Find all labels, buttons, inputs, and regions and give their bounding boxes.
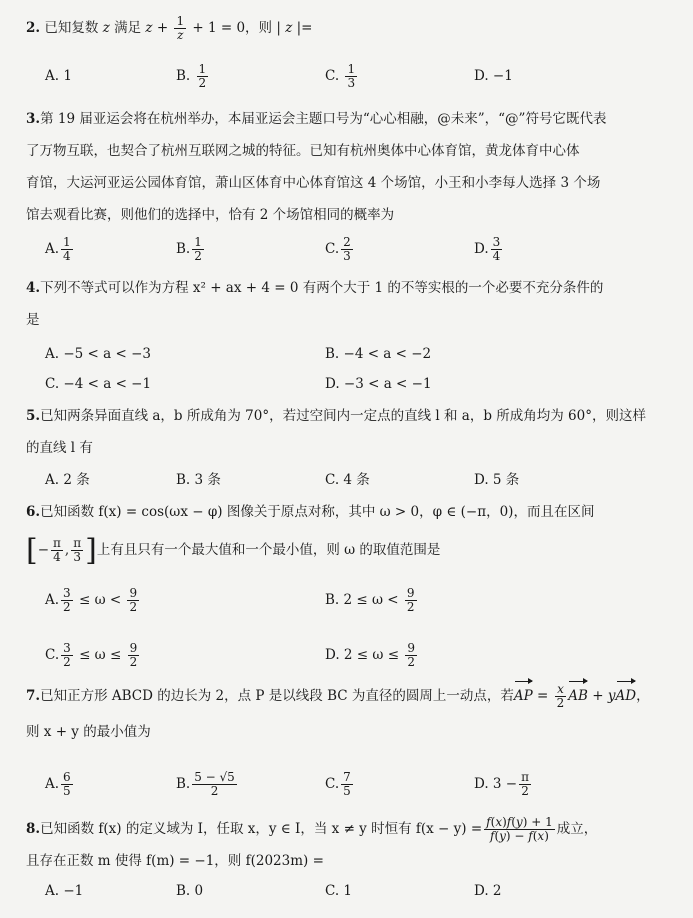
option-a[interactable]: A. 1 (45, 68, 72, 84)
fraction-1-over-z: $\frac{1}{z}$ (176, 14, 185, 42)
stem-text: 已知函数 f(x) 的定义域为 I，任取 x，y ∈ I，当 x ≠ y 时恒有 f(x − y) = (40, 821, 483, 837)
option-b[interactable]: B. −4 < a < −2 (325, 346, 432, 362)
question-7-stem-line-2 (26, 716, 676, 748)
question-6-options-row-2 (26, 639, 676, 671)
option-a[interactable]: A. $\frac{1}{4}$ (45, 235, 71, 263)
question-8-stem-line-2 (26, 845, 676, 877)
stem-line: 上有且只有一个最大值和一个最小值，则 ω 的取值范围是 (96, 542, 441, 558)
question-6-stem (26, 496, 676, 528)
question-5 (26, 400, 676, 488)
option-b[interactable]: B. $\frac{1}{2}$ (176, 62, 207, 90)
question-8 (26, 813, 676, 899)
stem-line: 了万物互联，也契合了杭州互联网之城的特征。已知有杭州奥体中心体育馆，黄龙体育中心体 (26, 143, 580, 159)
question-4-options-row-2 (26, 368, 676, 400)
stem-line: 已知函数 f(x) = cos(ωx − φ) 图像关于原点对称，其中 ω > 0，φ ∈ (−π，0)，而且在区间 (40, 504, 595, 520)
stem-line: 的直线 l 有 (26, 440, 93, 456)
question-number: 2. (26, 20, 41, 36)
stem-text: 已知正方形 ABCD 的边长为 2，点 P 是以线段 BC 为直径的圆周上一动点，若 (40, 688, 514, 704)
question-number: 7. (26, 688, 41, 704)
stem-text: 已知复数 (44, 20, 99, 36)
question-4 (26, 272, 676, 392)
question-8-options (26, 875, 676, 907)
stem-text: ，则 | (245, 20, 281, 36)
question-4-stem (26, 272, 676, 336)
option-c[interactable]: C. 4 条 (325, 472, 370, 488)
option-d[interactable]: D. 5 条 (474, 472, 520, 488)
option-c[interactable]: C. 1 (325, 883, 353, 899)
question-number: 3. (26, 111, 41, 127)
option-b[interactable]: B. 0 (176, 883, 204, 899)
question-2-stem: 2. 已知复数 z 满足 z + $\frac{1}{z}$ + 1 = 0，则 | z |= (26, 14, 313, 42)
option-c[interactable]: C. $\frac{1}{3}$ (325, 62, 356, 90)
option-d[interactable]: D. 2 ≤ ω ≤ $\frac{9}{2}$ (325, 641, 415, 669)
stem-line: 下列不等式可以作为方程 x² + ax + 4 = 0 有两个大于 1 的不等实根的一个必要不充分条件的 (40, 280, 604, 296)
stem-line: 且存在正数 m 使得 f(m) = −1，则 f(2023m) = (26, 853, 324, 869)
option-d[interactable]: D. 2 (474, 883, 502, 899)
question-7-stem: 7.已知正方形 ABCD 的边长为 2，点 P 是以线段 BC 为直径的圆周上一动点，若AP = $\frac{x}{2}$ AB + yAD， (26, 680, 676, 712)
option-b[interactable]: B. 2 ≤ ω < $\frac{9}{2}$ (325, 586, 415, 614)
question-2 (26, 12, 676, 90)
question-3-options (26, 233, 676, 265)
option-b[interactable]: B. $\frac{1}{2}$ (176, 235, 202, 263)
option-c[interactable]: C. $\frac{2}{3}$ (325, 235, 351, 263)
stem-line: 育馆，大运河亚运公园体育馆，萧山区体育中心体育馆这 4 个场馆，小王和小李每人选择 3 个场 (26, 175, 601, 191)
question-6-stem-line-2: [− $\frac{\pi}{4}$ , $\frac{\pi}{3}$ ]上有且只有一个最大值和一个最小值，则 ω 的取值范围是 (26, 532, 441, 568)
question-number: 4. (26, 280, 41, 296)
option-b[interactable]: B. $\frac{5 - √5}{2}$ (176, 770, 235, 798)
stem-line: 馆去观看比赛，则他们的选择中，恰有 2 个场馆相同的概率为 (26, 207, 395, 223)
question-2-options (26, 60, 676, 92)
option-c[interactable]: C. −4 < a < −1 (45, 376, 152, 392)
question-number: 6. (26, 504, 41, 520)
stem-line: 则 x + y 的最小值为 (26, 724, 151, 740)
question-8-stem: 8.已知函数 f(x) 的定义域为 I，任取 x，y ∈ I，当 x ≠ y 时恒有 f(x − y) = $\frac{f(x)f(y) + 1}{f(y) - f(x)}$ 成立， (26, 815, 598, 843)
stem-line: 第 19 届亚运会将在杭州举办，本届亚运会主题口号为“心心相融，@未来”，“@”符号它既代表 (40, 111, 607, 127)
option-a[interactable]: A. 2 条 (45, 472, 90, 488)
option-c[interactable]: C. $\frac{3}{2}$ ≤ ω ≤ $\frac{9}{2}$ (45, 641, 138, 669)
question-6-options-row-1 (26, 584, 676, 616)
option-d[interactable]: D. −3 < a < −1 (325, 376, 432, 392)
option-d[interactable]: D. 3 − $\frac{\pi}{2}$ (474, 770, 530, 798)
option-d[interactable]: D. $\frac{3}{4}$ (474, 235, 501, 263)
question-6 (26, 496, 676, 669)
stem-line: 已知两条异面直线 a，b 所成角为 70°，若过空间内一定点的直线 l 和 a，b 所成角均为 60°，则这样 (40, 408, 646, 424)
option-a[interactable]: A. −1 (45, 883, 84, 899)
question-4-options-row-1 (26, 338, 676, 370)
stem-text: 成立， (556, 821, 598, 837)
question-number: 8. (26, 821, 41, 837)
question-7 (26, 680, 676, 798)
option-a[interactable]: A. $\frac{6}{5}$ (45, 770, 71, 798)
question-number: 5. (26, 408, 41, 424)
option-b[interactable]: B. 3 条 (176, 472, 221, 488)
question-5-options (26, 464, 676, 496)
option-c[interactable]: C. $\frac{7}{5}$ (325, 770, 351, 798)
question-5-stem (26, 400, 676, 464)
question-3-stem (26, 103, 676, 231)
stem-text: |= (296, 20, 313, 36)
question-7-options (26, 768, 676, 800)
option-a[interactable]: A. $\frac{3}{2}$ ≤ ω < $\frac{9}{2}$ (45, 586, 138, 614)
option-a[interactable]: A. −5 < a < −3 (45, 346, 151, 362)
question-3 (26, 103, 676, 263)
stem-line: 是 (26, 312, 40, 328)
option-d[interactable]: D. −1 (474, 68, 513, 84)
stem-text: 满足 (114, 20, 142, 36)
